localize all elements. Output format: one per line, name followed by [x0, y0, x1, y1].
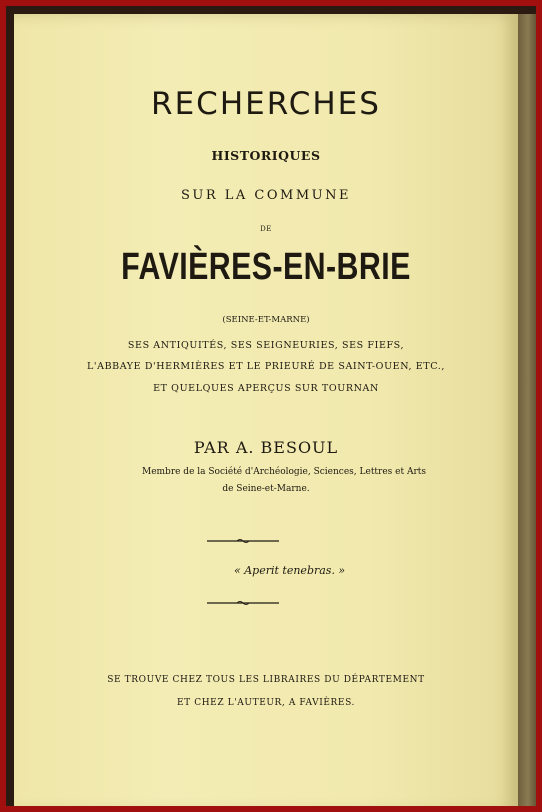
- footer-line-1: SE TROUVE CHEZ TOUS LES LIBRAIRES DU DÉPARTEMENT: [107, 675, 425, 685]
- connector-de: DE: [260, 225, 272, 233]
- department-name: (SEINE-ET-MARNE): [222, 315, 310, 325]
- author-line: PAR A. BESOUL: [193, 438, 339, 457]
- topics-line-3: ET QUELQUES APERÇUS SUR TOURNAN: [153, 383, 379, 394]
- affiliation-line-2: de Seine-et-Marne.: [222, 484, 310, 494]
- page-edge: [518, 14, 538, 812]
- book-title: RECHERCHES: [151, 86, 381, 122]
- ornament-rule-top: [207, 538, 279, 544]
- epigraph: « Aperit tenebras. »: [234, 564, 346, 577]
- topics-line-2: L'ABBAYE D'HERMIÈRES ET LE PRIEURÉ DE SAINT-OUEN, ETC.,: [86, 361, 446, 372]
- subtitle-commune: SUR LA COMMUNE: [181, 188, 351, 203]
- footer-line-2: ET CHEZ L'AUTEUR, A FAVIÈRES.: [177, 698, 355, 708]
- topics-line-1: SES ANTIQUITÉS, SES SEIGNEURIES, SES FIEFS,: [127, 340, 405, 351]
- subtitle-historiques: HISTORIQUES: [211, 148, 321, 163]
- title-page: [14, 14, 518, 812]
- affiliation-line-1: Membre de la Société d'Archéologie, Sciences, Lettres et Arts: [141, 467, 426, 477]
- ornament-rule-bottom: [207, 600, 279, 606]
- place-name: FAVIÈRES-EN-BRIE: [121, 246, 411, 288]
